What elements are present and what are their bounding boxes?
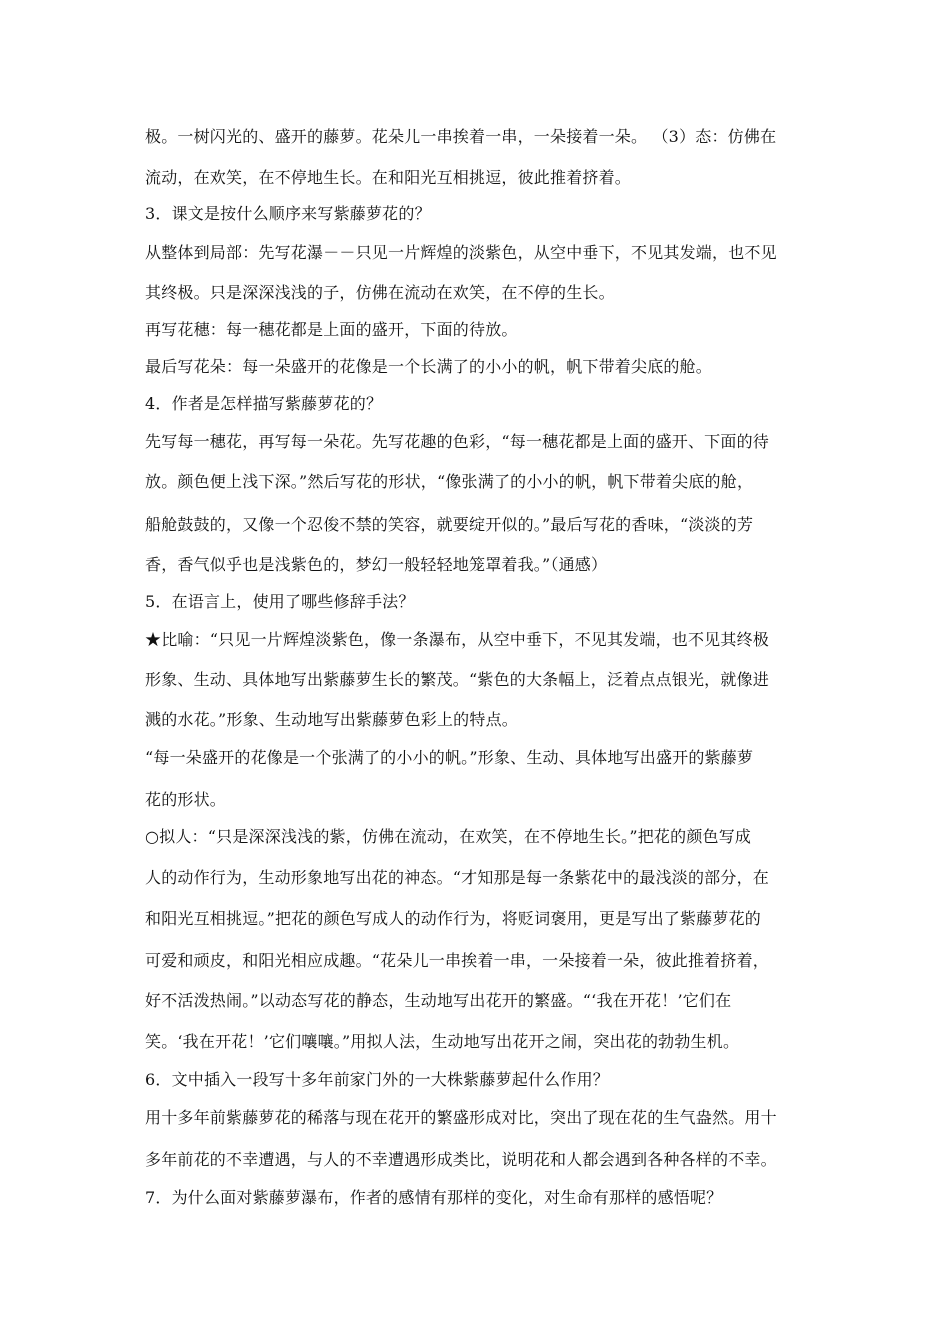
text-line: 香，香气似乎也是浅紫色的，梦幻一般轻轻地笼罩着我。”（通感） [145,555,608,574]
text-line: 可爱和顽皮，和阳光相应成趣。“花朵儿一串挨着一串，一朵接着一朵，彼此推着挤着， [145,951,769,970]
text-line: 从整体到局部：先写花瀑－－只见一片辉煌的淡紫色，从空中垂下，不见其发端，也不见 [145,243,777,262]
text-line: 笑。‘我在开花！’它们嚷嚷。”用拟人法，生动地写出花开之闹，突出花的勃勃生机。 [145,1032,740,1051]
question-heading: 5．在语言上，使用了哪些修辞手法？ [145,592,415,611]
text-line: 船舱鼓鼓的，又像一个忍俊不禁的笑容，就要绽开似的。”最后写花的香味，“淡淡的芳 [145,515,754,534]
question-heading: 3．课文是按什么顺序来写紫藤萝花的？ [145,204,431,223]
question-heading: 6．文中插入一段写十多年前家门外的一大株紫藤萝起什么作用？ [145,1070,609,1089]
text-line: 形象、生动、具体地写出紫藤萝生长的繁茂。“紫色的大条幅上，泛着点点银光，就像进 [145,670,769,689]
text-line: 好不活泼热闹。”以动态写花的静态，生动地写出花开的繁盛。“‘我在开花！’它们在 [145,991,732,1010]
text-line: 其终极。只是深深浅浅的子，仿佛在流动在欢笑，在不停的生长。 [145,283,615,302]
text-line: ○拟人：“只是深深浅浅的紫，仿佛在流动，在欢笑，在不停地生长。”把花的颜色写成 [145,827,752,846]
text-line: 最后写花朵：每一朵盛开的花像是一个长满了的小小的帆，帆下带着尖底的舱。 [145,357,713,376]
question-heading: 7．为什么面对紫藤萝瀑布，作者的感情有那样的变化，对生命有那样的感悟呢？ [145,1188,723,1207]
text-line: 多年前花的不幸遭遇，与人的不幸遭遇形成类比，说明花和人都会遇到各种各样的不幸。 [145,1150,777,1169]
text-line: 放。颜色便上浅下深。”然后写花的形状，“像张满了的小小的帆，帆下带着尖底的舱， [145,472,754,491]
text-line: 溅的水花。”形象、生动地写出紫藤萝色彩上的特点。 [145,710,518,729]
question-heading: 4．作者是怎样描写紫藤萝花的？ [145,394,383,413]
text-line: 人的动作行为，生动形象地写出花的神态。“才知那是每一条紫花中的最浅淡的部分，在 [145,868,769,887]
text-line: 和阳光互相挑逗。”把花的颜色写成人的动作行为，将贬词褒用，更是写出了紫藤萝花的 [145,909,761,928]
text-line: 流动，在欢笑，在不停地生长。在和阳光互相挑逗，彼此推着挤着。 [145,168,632,187]
text-line: “每一朵盛开的花像是一个张满了的小小的帆。”形象、生动、具体地写出盛开的紫藤萝 [145,748,754,767]
text-line: 先写每一穗花，再写每一朵花。先写花趣的色彩，“每一穗花都是上面的盛开、下面的待 [145,432,769,451]
text-line: 花的形状。 [145,790,227,809]
text-line: 极。一树闪光的、盛开的藤萝。花朵儿一串挨着一串，一朵接着一朵。 （3）态：仿佛在 [145,127,777,146]
text-line: 再写花穗：每一穗花都是上面的盛开，下面的待放。 [145,320,518,339]
text-line: 用十多年前紫藤萝花的稀落与现在花开的繁盛形成对比，突出了现在花的生气盎然。用十 [145,1108,777,1127]
text-line: ★比喻：“只见一片辉煌淡紫色，像一条瀑布，从空中垂下，不见其发端，也不见其终极 [145,630,769,649]
